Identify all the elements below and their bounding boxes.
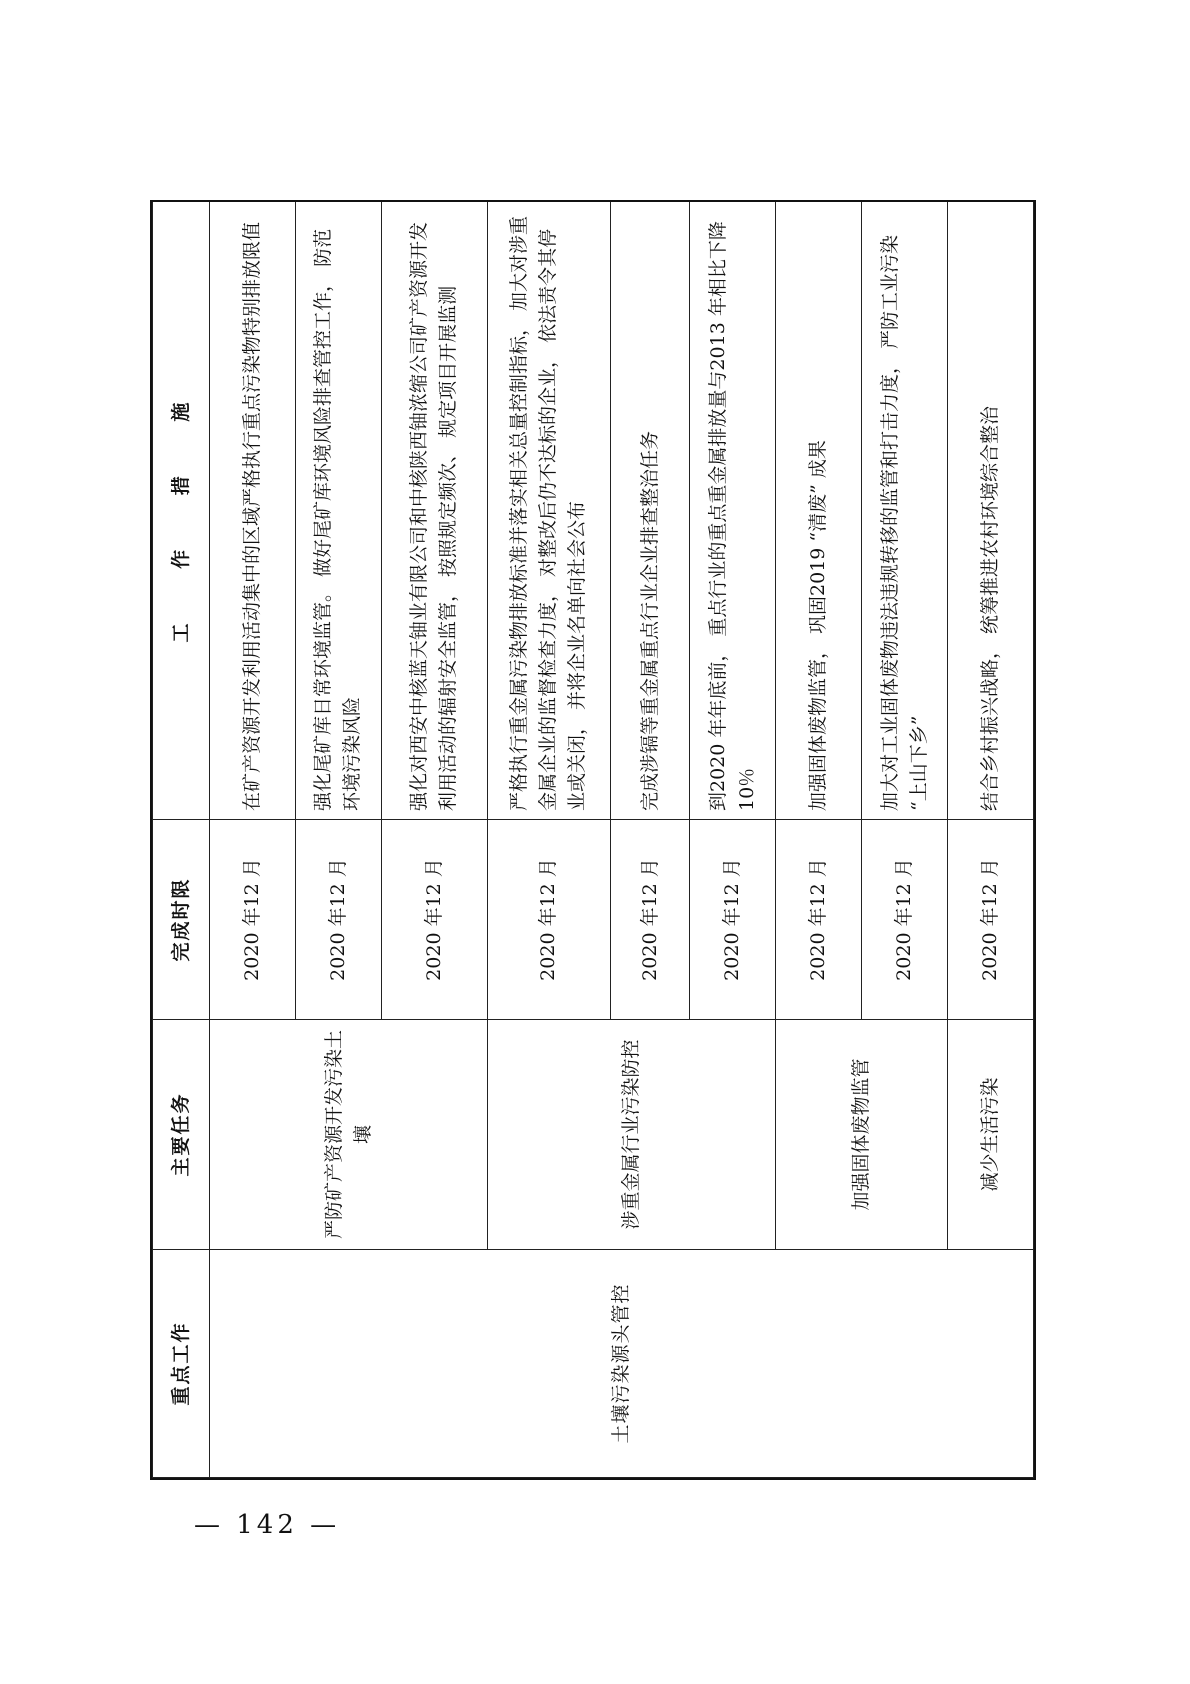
rotated-table — [152, 202, 1034, 1478]
main-task-cell: 严防矿产资源开发污染土壤 — [210, 1020, 488, 1250]
measure-cell: 加强固体废物监管， 巩固2019 “清废” 成果 — [776, 202, 862, 820]
deadline-cell: 2020 年12 月 — [381, 820, 487, 1020]
header-deadline: 完成时限 — [153, 820, 210, 1020]
measure-cell: 加大对工业固体废物违法违规转移的监管和打击力度， 严防工业污染 “上山下乡” — [862, 202, 948, 820]
main-task-cell: 加强固体废物监管 — [776, 1020, 948, 1250]
deadline-cell: 2020 年12 月 — [862, 820, 948, 1020]
deadline-cell: 2020 年12 月 — [610, 820, 690, 1020]
main-task-cell: 涉重金属行业污染防控 — [488, 1020, 776, 1250]
header-measures: 工 作 措 施 — [153, 202, 210, 820]
key-work-cell: 土壤污染源头管控 — [210, 1250, 1034, 1478]
measure-cell: 强化对西安中核蓝天铀业有限公司和中核陕西铀浓缩公司矿产资源开发利用活动的辐射安全监管， 按照规定频次、 规定项目开展监测 — [381, 202, 487, 820]
deadline-cell: 2020 年12 月 — [295, 820, 381, 1020]
header-row — [153, 202, 210, 1478]
measure-cell: 严格执行重金属污染物排放标准并落实相关总量控制指标， 加大对涉重金属企业的监督检查力度， 对整改后仍不达标的企业， 依法责令其停业或关闭， 并将企业名单向社会公布 — [488, 202, 611, 820]
work-measures-table — [152, 201, 1034, 1478]
deadline-cell: 2020 年12 月 — [948, 820, 1034, 1020]
header-key-work: 重点工作 — [153, 1250, 210, 1478]
deadline-cell: 2020 年12 月 — [776, 820, 862, 1020]
measure-cell: 到2020 年年底前， 重点行业的重点重金属排放量与2013 年相比下降10％ — [690, 202, 776, 820]
deadline-cell: 2020 年12 月 — [210, 820, 296, 1020]
page-number: — 142 — — [194, 1510, 341, 1540]
measure-cell: 强化尾矿库日常环境监管。 做好尾矿库环境风险排查管控工作， 防范环境污染风险 — [295, 202, 381, 820]
deadline-cell: 2020 年12 月 — [690, 820, 776, 1020]
header-main-task: 主要任务 — [153, 1020, 210, 1250]
table-row — [210, 202, 296, 1478]
deadline-cell: 2020 年12 月 — [488, 820, 611, 1020]
measure-cell: 在矿产资源开发利用活动集中的区域严格执行重点污染物特别排放限值 — [210, 202, 296, 820]
main-task-cell: 减少生活污染 — [948, 1020, 1034, 1250]
measure-cell: 结合乡村振兴战略， 统筹推进农村环境综合整治 — [948, 202, 1034, 820]
measure-cell: 完成涉镉等重金属重点行业企业排查整治任务 — [610, 202, 690, 820]
